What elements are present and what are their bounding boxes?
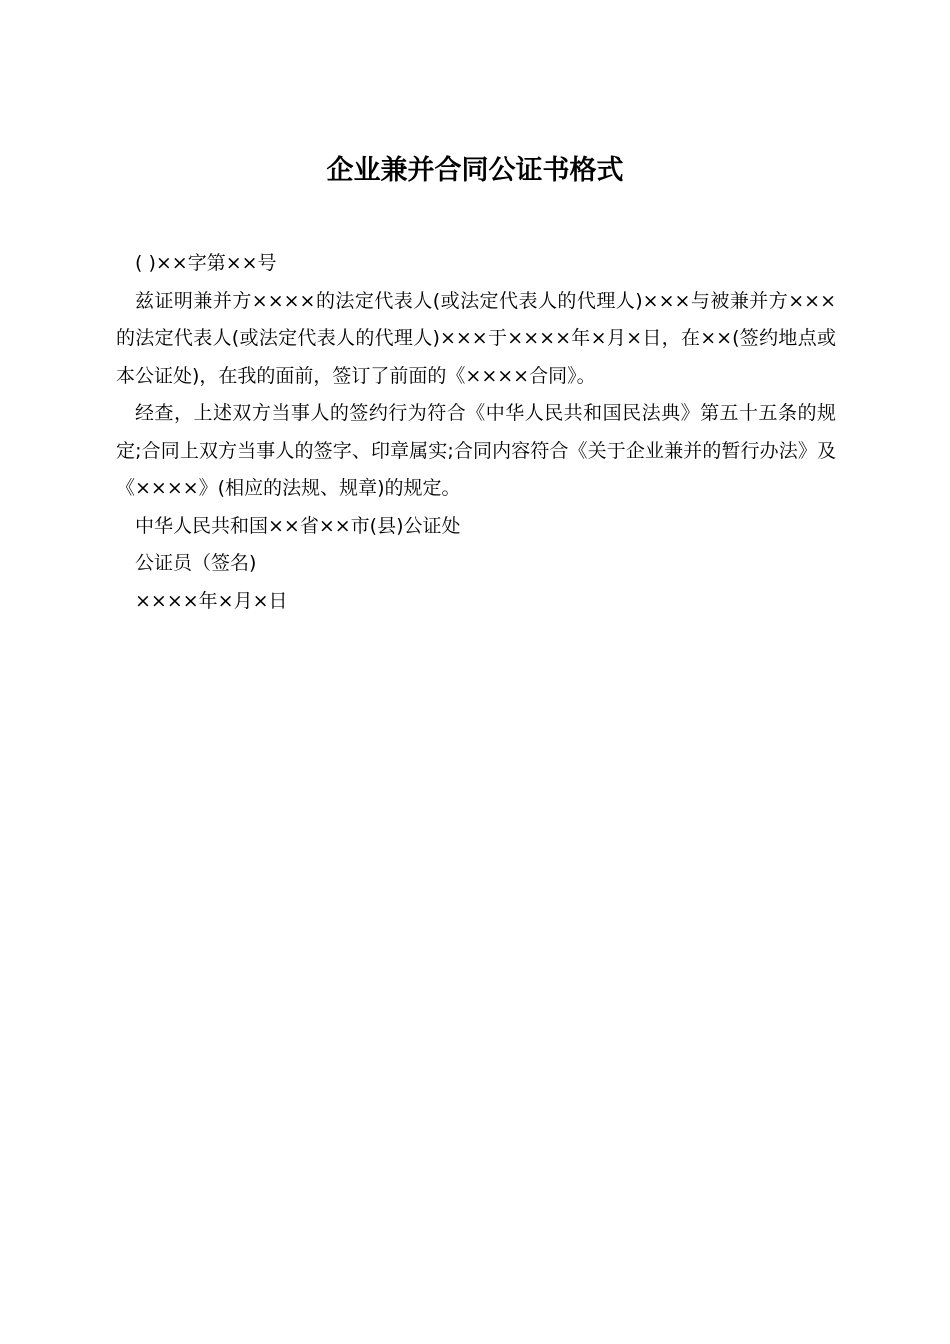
document-title: 企业兼并合同公证书格式 <box>326 155 624 187</box>
certification-paragraph: 兹证明兼并方××××的法定代表人(或法定代表人的代理人)×××与被兼并方×××的法定代表人(或法定代表人的代理人)×××于××××年×月×日，在××(签约地点或本公证处)，在我的面前，签订了前面的《××××合同》。 <box>116 289 836 387</box>
verification-paragraph: 经查，上述双方当事人的签约行为符合《中华人民共和国民法典》第五十五条的规定;合同上双方当事人的签字、印章属实;合同内容符合《关于企业兼并的暂行办法》及《××××》(相应的法规、规章)的规定。 <box>116 402 836 499</box>
notary-office: 中华人民共和国××省××市(县)公证处 <box>135 514 461 537</box>
notary-signature: 公证员（签名) <box>135 552 257 574</box>
document-number: ( )××字第××号 <box>135 252 277 274</box>
document-body <box>116 245 836 620</box>
document-date: ××××年×月×日 <box>135 589 288 612</box>
